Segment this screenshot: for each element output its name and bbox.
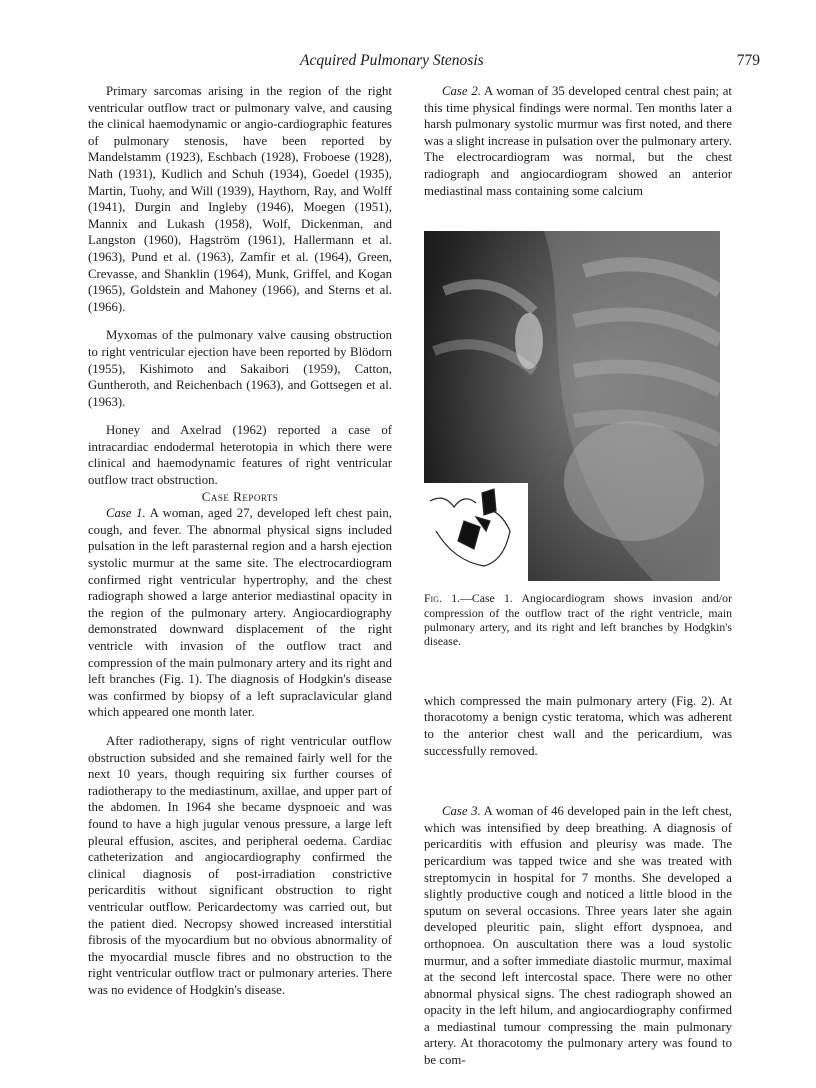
case3-label: Case 3. [442,804,481,819]
paragraph-case2-intro [424,83,732,199]
angiocardiogram-image [424,231,720,581]
page-number: 779 [736,52,760,69]
paragraph-case1-followup: After radiotherapy, signs of right ventricular outflow obstruction subsided and she remained fairly well for the next 10 years, though requiring six further courses of radiotherapy to the mediastinum, axillae, and upper part of the abdomen. In 1964 she became dyspnoeic and was found to have a high jugular venous pressure, a large left pleural effusion, ascites, and peripheral oedema. Cardiac catheterization and angiocardiography confirmed the clinical diagnosis of post-irradiation constrictive pericarditis without significant obstruction to right ventricular outflow. Pericardectomy was carried out, but the patient died. Necropsy showed increased interstitial fibrosis of the myocardium but no obvious abnormality of the myocardial muscle fibres and no obstruction to the right ventricular outflow tract or pulmonary arteries. There was no evidence of Hodgkin's disease. [88,733,392,997]
figure-caption-text: —Case 1. Angiocardiogram shows invasion and/or compression of the outflow tract of the right ventricle, main pulmonary artery, and its right and left branches by Hodgkin's disease. [424,591,732,649]
running-title: Acquired Pulmonary Stenosis [300,52,484,69]
figure-caption-label: Fig. 1. [424,591,461,606]
case2-label: Case 2. [442,84,481,98]
figure-caption [424,591,732,649]
paragraph-case3 [424,803,732,1069]
paragraph-heterotopia: Honey and Axelrad (1962) reported a case of intracardiac endodermal heterotopia in which there were clinical and haemodynamic features of right ventricular outflow tract obstruction. [88,423,392,488]
case2-text: A woman of 35 developed central chest pain; at this time physical findings were normal. Ten months later a harsh pulmonary systolic murmur was first noted, and there was a slight increase in pulsation over the pulmonary artery. The electrocardiogram was normal, but the chest radiograph and angiocardiogram showed an anterior mediastinal mass containing some calcium [424,84,732,198]
running-head [300,52,760,74]
case3-text: A woman of 46 developed pain in the left chest, which was intensified by deep breathing. A diagnosis of pericarditis with effusion and pleurisy was made. The pericardium was tapped twice and she was treated with streptomycin in hospital for 7 months. She developed a slightly productive cough and noticed a little blood in the sputum on several occasions. Three years later she again developed pleuritic pain, slight effort dyspnoea, and orthopnoea. On auscultation there was a loud systolic murmur, and a softer immediate diastolic murmur, maximal at the second left intercostal space. There were no other abnormal physical signs. The chest radiograph showed an opacity in the left hilum, and angiocardiography confirmed a mediastinal tumour compressing the main pulmonary artery. At thoracotomy the pulmonary artery was found to be com- [424,804,732,1068]
right-column [424,83,732,1069]
paragraph-sarcomas: Primary sarcomas arising in the region of the right ventricular outflow tract or pulmonary valve, and causing the clinical haemodynamic or angio-cardiographic features of pulmonary stenosis, have been reported by Mandelstamm (1923), Eschbach (1928), Froboese (1928), Nath (1931), Kudlich and Schuh (1934), Goedel (1935), Martin, Tuohy, and Will (1939), Haythorn, Ray, and Wolff (1941), Durgin and Ingleby (1946), Moegen (1951), Mannix and Lukash (1958), Wolf, Dickenman, and Langston (1960), Hagström (1961), Hallermann et al. (1963), Pund et al. (1963), Zamfir et al. (1964), Green, Crevasse, and Shanklin (1964), Munk, Griffel, and Kogan (1965), Goldstein and Mahoney (1966), and Sterns et al. (1966). [88,84,392,314]
angiocardiogram-figure [424,231,720,581]
case1-label: Case 1. [106,506,146,521]
left-column [88,83,392,998]
case1-text: A woman, aged 27, developed left chest pain, cough, and fever. The abnormal physical signs included pulsation in the left parasternal region and a harsh ejection systolic murmur at the same site. The electrocardiogram confirmed right ventricular hypertrophy, and the chest radiograph showed a large anterior mediastinal opacity in the region of the pulmonary artery. Angiocardiography demonstrated downward displacement of the right ventricle with invasion of the outflow tract and compression of the main pulmonary artery and its right and left branches (Fig. 1). The diagnosis of Hodgkin's disease was confirmed by biopsy of a left supraclavicular gland which appeared one month later. [88,506,392,720]
paragraph-case1-intro [88,505,392,721]
paragraph-myxomas: Myxomas of the pulmonary valve causing obstruction to right ventricular ejection have been reported by Blödorn (1955), Kishimoto and Sakaibori (1959), Catton, Guntheroth, and Reichenbach (1963), and Gottsegen et al. (1963). [88,328,392,409]
section-heading-case-reports: Case Reports [201,488,279,504]
paragraph-case2-continued: which compressed the main pulmonary artery (Fig. 2). At thoracotomy a benign cystic teratoma, which was adherent to the anterior chest wall and the pericardium, was successfully removed. [424,693,732,758]
